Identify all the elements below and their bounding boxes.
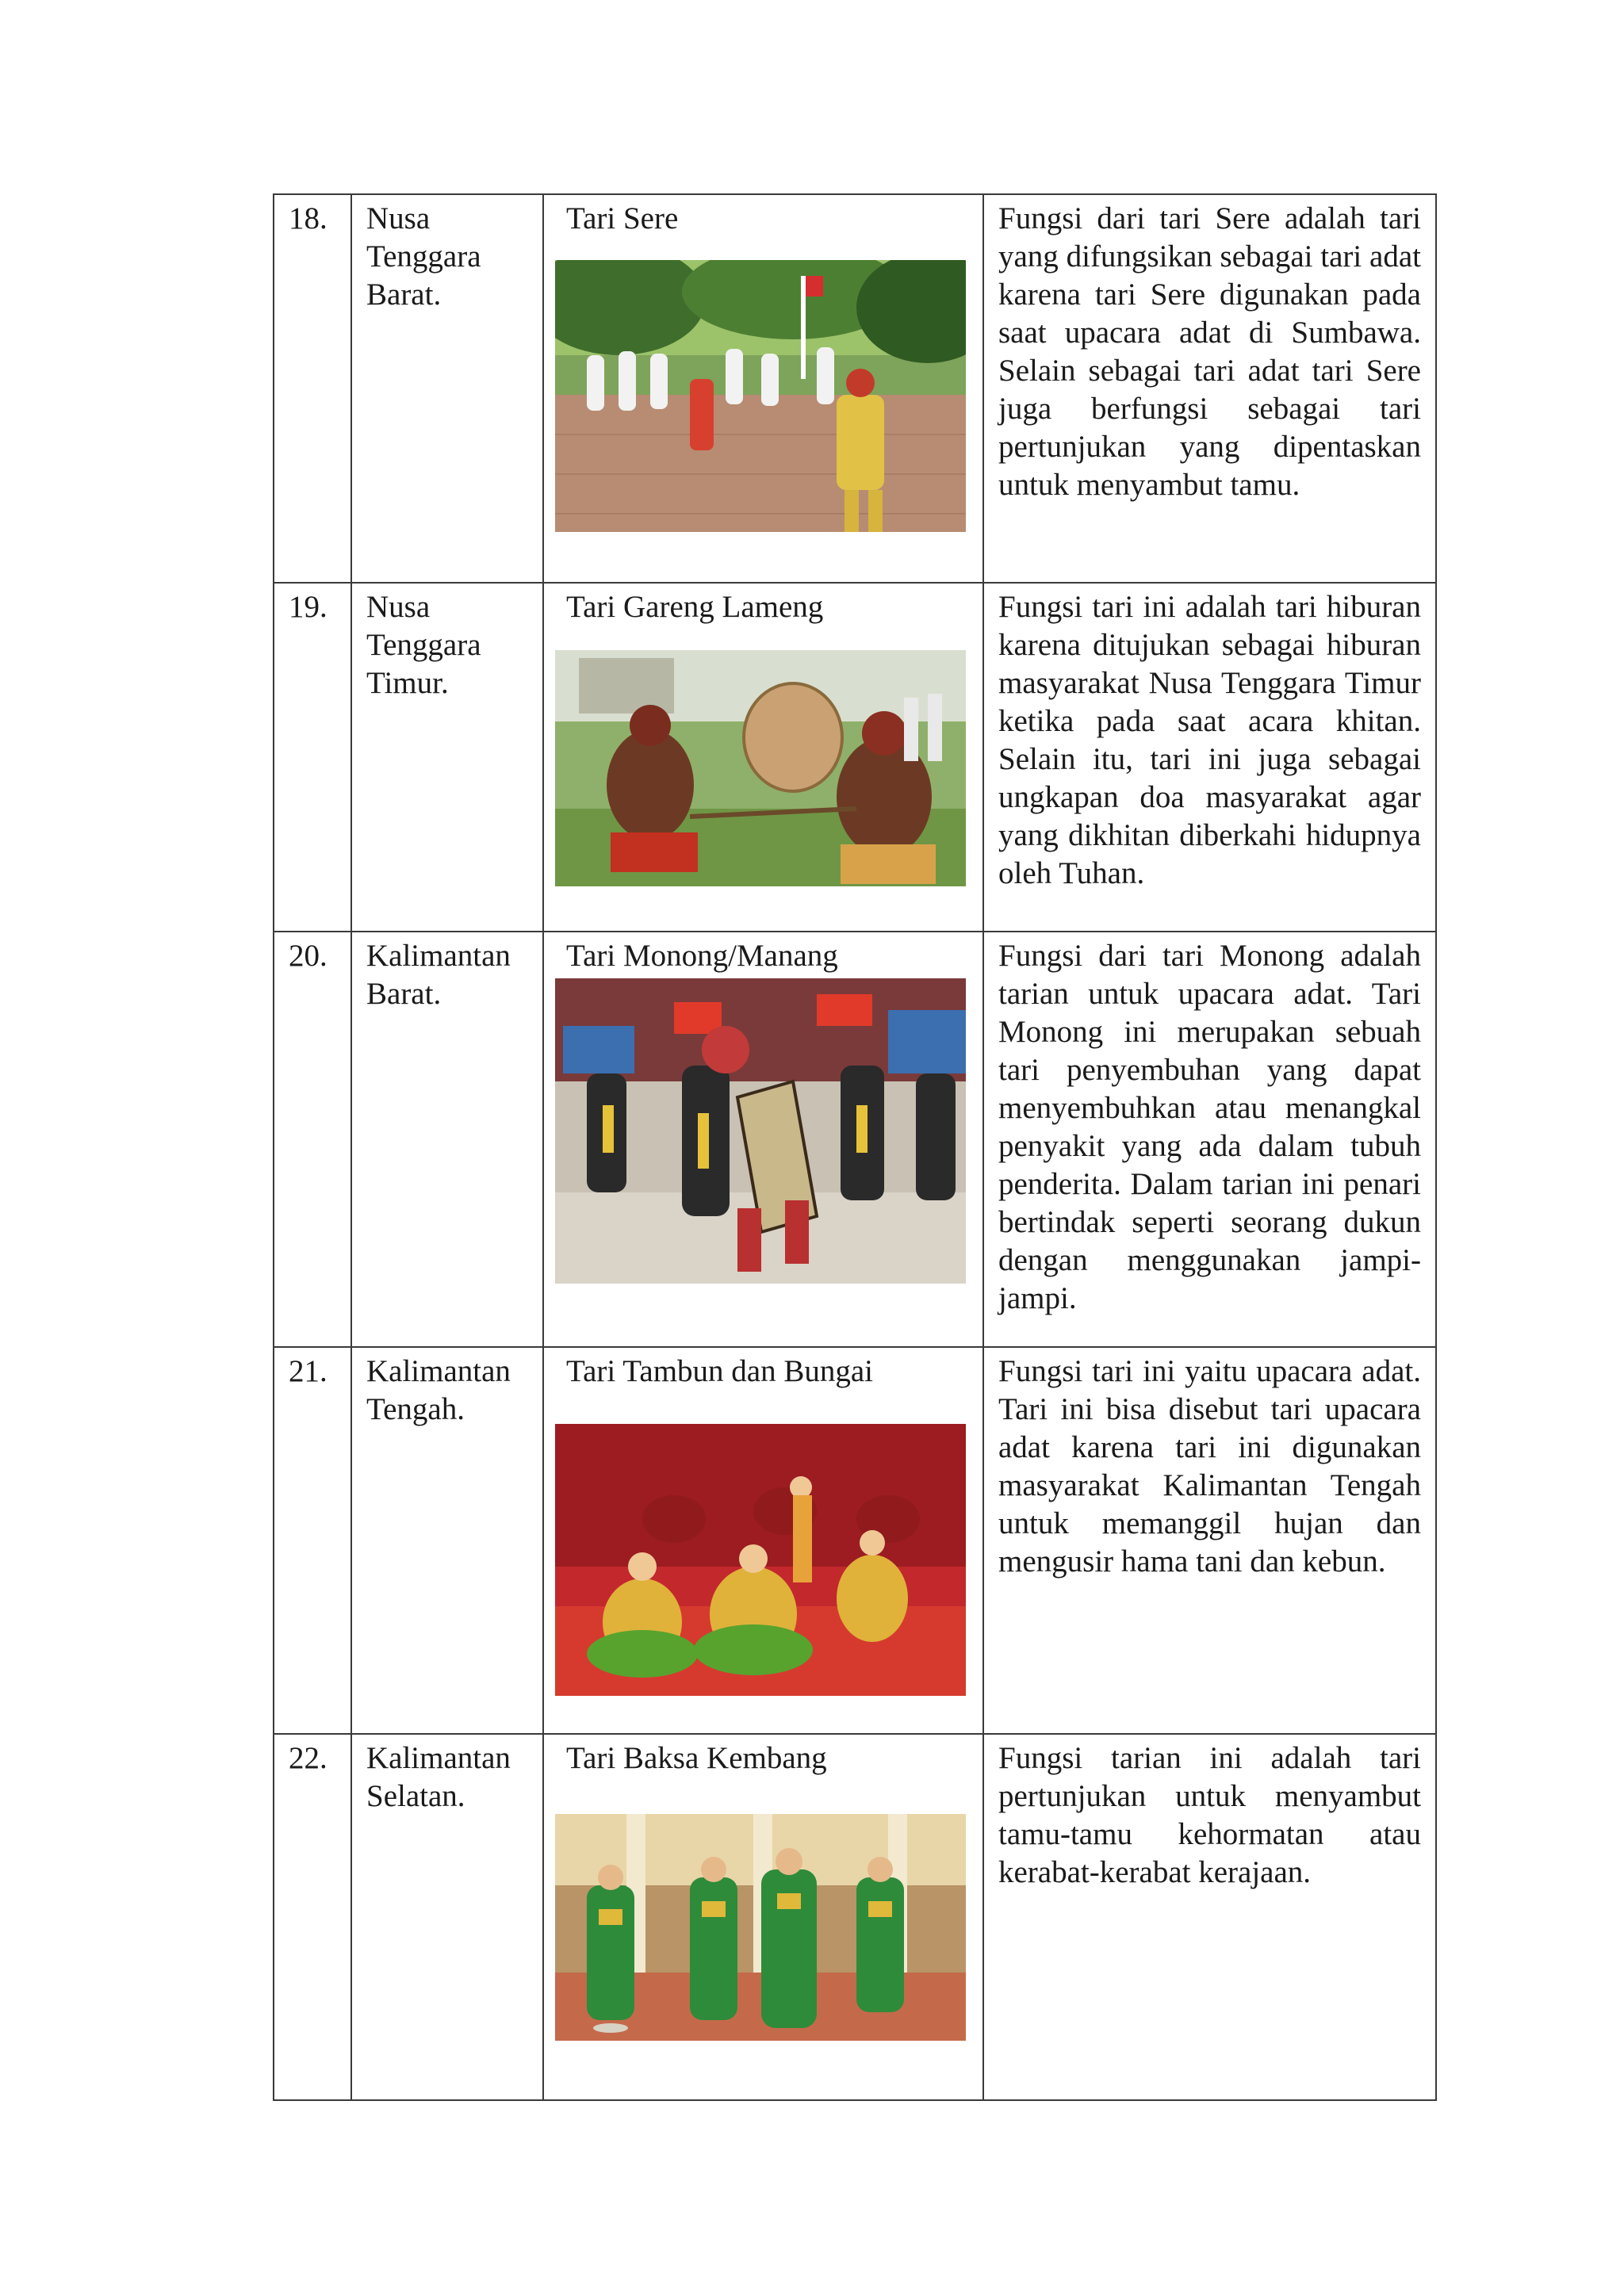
function-cell [983,194,1436,583]
row-number: 19. [289,590,327,624]
function-cell [983,932,1436,1347]
province-name: Kalimantan Tengah. [366,1354,511,1426]
dance-cell [543,932,983,1347]
row-number: 22. [289,1741,327,1775]
dance-name: Tari Baksa Kembang [566,1741,827,1775]
function-text: Fungsi tari ini adalah tari hiburan karena ditujukan sebagai hiburan masyarakat Nusa Tenggara Timur ketika pada saat acara khitan. Selain itu, tari ini juga sebagai ungkapan doa masyarakat agar yang dikhitan diberkahi hidupnya oleh Tuhan. [998,590,1421,890]
table-row [274,1734,1436,2100]
row-number-cell [274,932,351,1347]
table-row [274,194,1436,583]
dance-cell [543,1734,983,2100]
dance-photo-dayak-costumes-icon [555,978,966,1284]
province-name: Nusa Tenggara Timur. [366,590,481,700]
function-cell [983,1347,1436,1734]
table-row [274,1347,1436,1734]
dance-table [273,193,1437,2101]
dance-name: Tari Tambun dan Bungai [566,1354,873,1388]
row-number: 21. [289,1354,327,1388]
province-cell [351,1734,543,2100]
dance-cell [543,194,983,583]
function-text: Fungsi tari ini yaitu upacara adat. Tari ini bisa disebut tari upacara adat karena tari ini digunakan masyarakat Kalimantan Tengah untuk memanggil hujan dan mengusir hama tani dan kebun. [998,1354,1421,1578]
row-number-cell [274,583,351,932]
dance-name: Tari Sere [566,201,679,235]
dance-name: Tari Gareng Lameng [566,590,824,624]
province-cell [351,932,543,1347]
province-name: Kalimantan Barat. [366,939,511,1011]
row-number-cell [274,194,351,583]
province-cell [351,194,543,583]
row-number-cell [274,1734,351,2100]
row-number: 18. [289,201,327,235]
dance-cell [543,583,983,932]
function-cell [983,583,1436,932]
province-cell [351,583,543,932]
function-text: Fungsi dari tari Monong adalah tarian untuk upacara adat. Tari Monong ini merupakan sebuah tari penyembuhan yang dapat menyembuhkan atau menangkal penyakit yang ada dalam tubuh penderita. Dalam tarian ini penari bertindak seperti seorang dukun dengan menggunakan jampi-jampi. [998,939,1421,1315]
dance-cell [543,1347,983,1734]
table-row [274,583,1436,932]
function-text: Fungsi dari tari Sere adalah tari yang difungsikan sebagai tari adat karena tari Sere digunakan pada saat upacara adat di Sumbawa. Selain sebagai tari adat tari Sere juga berfungsi sebagai tari pertunjukan yang dipentaskan untuk menyambut tamu. [998,201,1421,502]
dance-photo-stage-red-icon [555,1424,966,1696]
function-text: Fungsi tarian ini adalah tari pertunjukan untuk menyambut tamu-tamu kehormatan atau kerabat-kerabat kerajaan. [998,1741,1421,1889]
dance-photo-green-costumes-icon [555,1814,966,2041]
province-cell [351,1347,543,1734]
dance-name: Tari Monong/Manang [566,939,838,973]
row-number: 20. [289,939,327,973]
row-number-cell [274,1347,351,1734]
dance-photo-outdoor-procession-icon [555,260,966,532]
province-name: Kalimantan Selatan. [366,1741,511,1813]
dance-photo-warriors-shield-icon [555,650,966,886]
province-name: Nusa Tenggara Barat. [366,201,481,312]
function-cell [983,1734,1436,2100]
table-row [274,932,1436,1347]
